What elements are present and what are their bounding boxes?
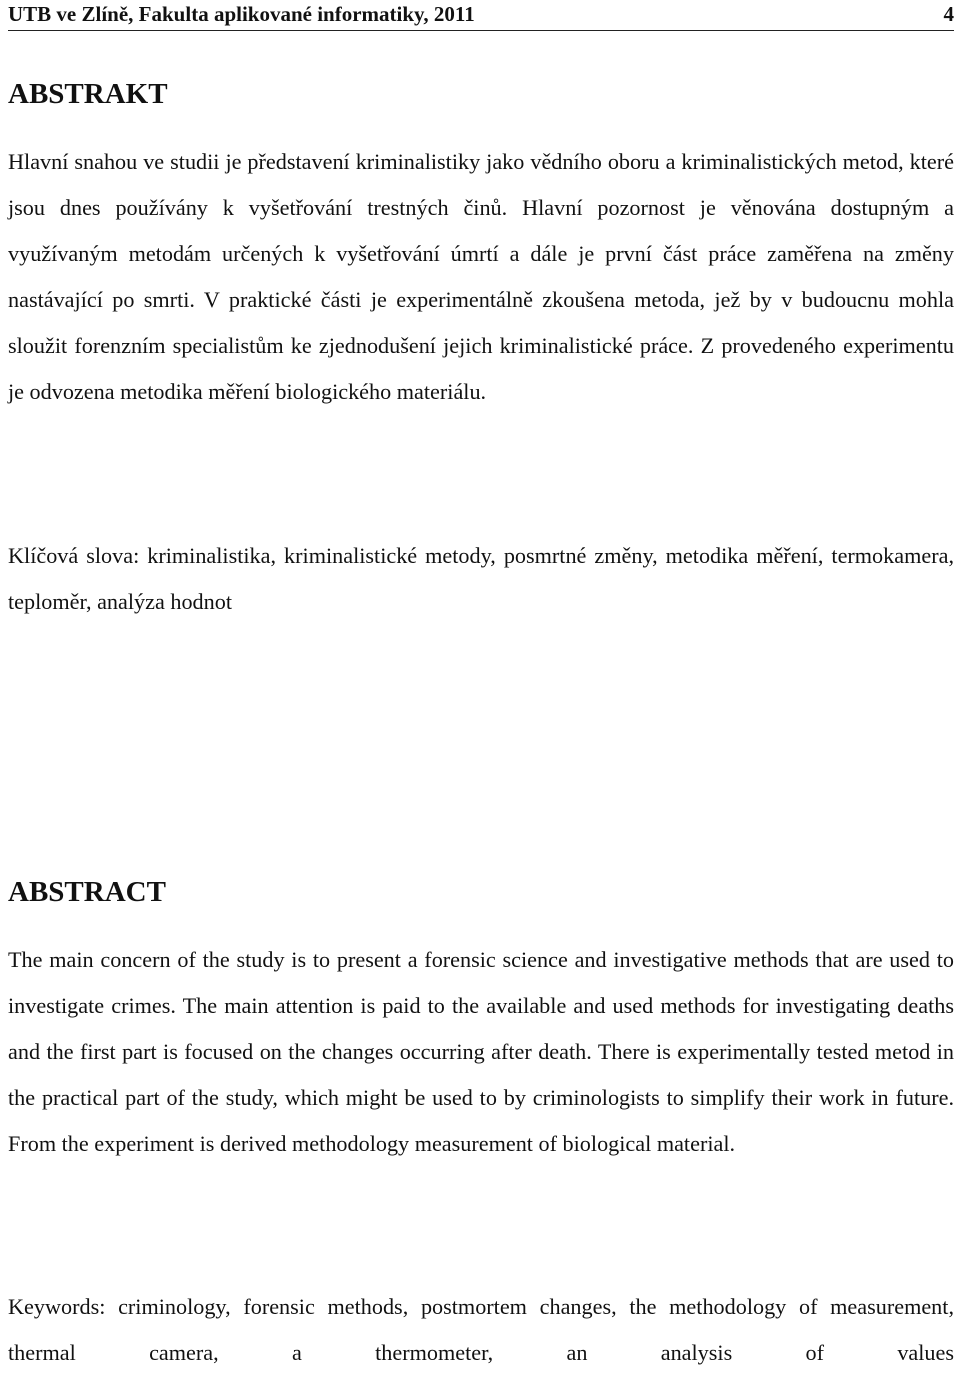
header-title: UTB ve Zlíně, Fakulta aplikované informatiky, 2011 bbox=[8, 2, 475, 26]
running-header bbox=[8, 0, 954, 31]
keywords-paragraph: Keywords: criminology, forensic methods, postmortem changes, the methodology of measurement, thermal camera, a thermometer, an analysis of values bbox=[8, 1294, 954, 1365]
abstract-heading: ABSTRACT bbox=[8, 876, 166, 908]
abstrakt-paragraph: Hlavní snahou ve studii je představení kriminalistiky jako vědního oboru a kriminalistických metod, které jsou dnes používány k vyšetřování trestných činů. Hlavní pozornost je věnována dostupným a využívaným metodám určených k vyšetřování úmrtí a dále je první část práce zaměřena na změny nastávající po smrti. V praktické části je experimentálně zkoušena metoda, jež by v budoucnu mohla sloužit forenzním specialistům ke zjednodušení jejich kriminalistické práce. Z provedeného experimentu je odvozena metodika měření biologického materiálu. bbox=[8, 149, 954, 404]
abstrakt-heading: ABSTRAKT bbox=[8, 78, 168, 110]
page-number: 4 bbox=[943, 2, 954, 26]
abstract-paragraph: The main concern of the study is to present a forensic science and investigative methods that are used to investigate crimes. The main attention is paid to the available and used methods for investigating deaths and the first part is focused on the changes occurring after death. There is experimentally tested metod in the practical part of the study, which might be used to by criminologists to simplify their work in future. From the experiment is derived methodology measurement of biological material. bbox=[8, 947, 954, 1156]
klicova-slova-paragraph: Klíčová slova: kriminalistika, kriminalistické metody, posmrtné změny, metodika měření, termokamera, teploměr, analýza hodnot bbox=[8, 543, 954, 614]
